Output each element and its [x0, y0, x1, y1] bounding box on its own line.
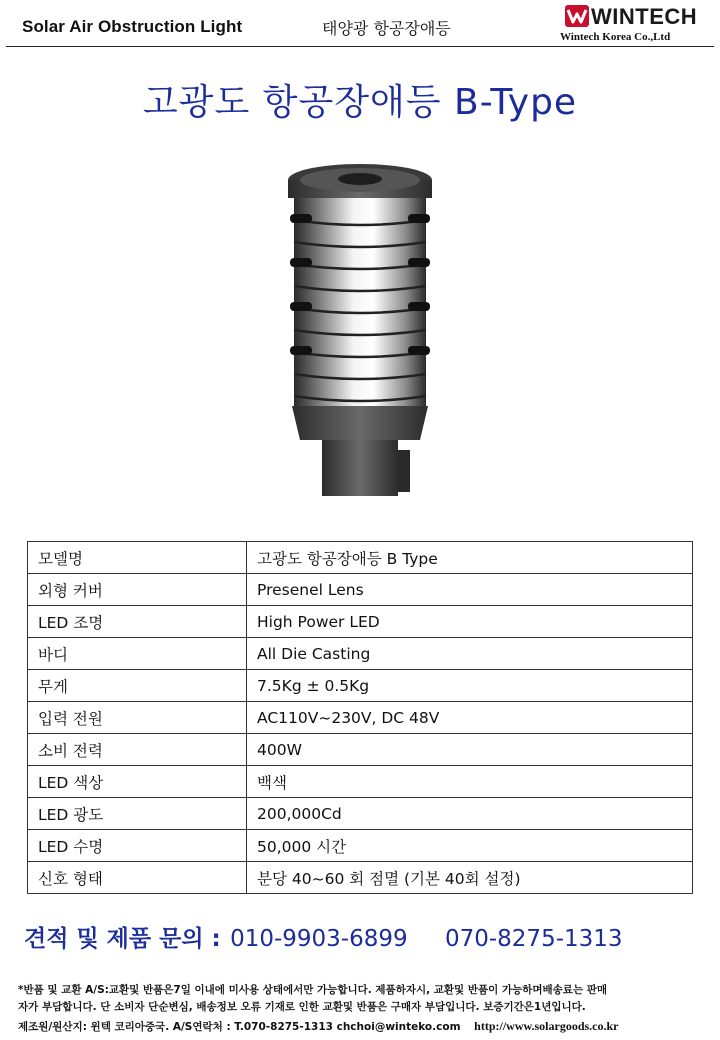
spec-row — [28, 702, 693, 734]
contact-phone-2: 070-8275-1313 — [444, 926, 623, 952]
page-title: 고광도 항공장애등 B-Type — [142, 82, 578, 123]
footer-manufacturer: 제조원/원산지: 윈텍 코리아중국. A/S연락처 : T.070-8275-1313 chchoi@winteko.com — [18, 1021, 461, 1033]
spec-row — [28, 862, 693, 894]
spec-row — [28, 830, 693, 862]
wintech-logo-icon — [565, 5, 589, 27]
footer-notice-line-2: 자가 부담합니다. 단 소비자 단순변심, 배송정보 오류 기재로 인한 교환및 반품은 구매자 부담입니다. 보증기간은1년입니다. — [18, 1001, 586, 1013]
contact-label: 견적 및 제품 문의 : — [24, 926, 221, 952]
spec-value: 분당 40~60 회 점멸 (기본 40회 설정) — [247, 862, 693, 894]
header-title-en: Solar Air Obstruction Light — [22, 17, 243, 36]
spec-value: 50,000 시간 — [247, 830, 693, 862]
spec-row — [28, 574, 693, 606]
spec-label: LED 색상 — [28, 766, 247, 798]
spec-label: 바디 — [28, 638, 247, 670]
spec-label: 모델명 — [28, 542, 247, 574]
spec-row — [28, 542, 693, 574]
spec-value: All Die Casting — [247, 638, 693, 670]
brand-logo — [560, 3, 715, 45]
footer-website-link[interactable]: http://www.solargoods.co.kr — [474, 1019, 619, 1033]
spec-table — [27, 541, 693, 894]
brand-subtitle: Wintech Korea Co.,Ltd — [560, 31, 671, 43]
spec-label: 소비 전력 — [28, 734, 247, 766]
brand-name: WINTECH — [591, 4, 698, 29]
spec-value: AC110V~230V, DC 48V — [247, 702, 693, 734]
spec-value: Presenel Lens — [247, 574, 693, 606]
spec-label: LED 광도 — [28, 798, 247, 830]
spec-value: 고광도 항공장애등 B Type — [247, 542, 693, 574]
spec-label: 신호 형태 — [28, 862, 247, 894]
spec-value: High Power LED — [247, 606, 693, 638]
contact-line — [24, 920, 623, 953]
spec-label: 외형 커버 — [28, 574, 247, 606]
spec-value: 400W — [247, 734, 693, 766]
footer-company-info — [18, 1019, 619, 1034]
contact-phone-1: 010-9903-6899 — [230, 926, 408, 952]
spec-value: 7.5Kg ± 0.5Kg — [247, 670, 693, 702]
spec-label: LED 수명 — [28, 830, 247, 862]
spec-value: 백색 — [247, 766, 693, 798]
spec-label: 입력 전원 — [28, 702, 247, 734]
spec-row — [28, 734, 693, 766]
spec-value: 200,000Cd — [247, 798, 693, 830]
spec-row — [28, 670, 693, 702]
spec-row — [28, 798, 693, 830]
spec-row — [28, 766, 693, 798]
footer-notice-line-1: *반품 및 교환 A/S:교환및 반품은7일 이내에 미사용 상태에서만 가능합니다. 제품하자시, 교환및 반품이 가능하며배송료는 판매 — [18, 984, 608, 996]
header-title-ko: 태양광 항공장애등 — [322, 19, 451, 38]
page-header — [0, 0, 720, 48]
spec-row — [28, 638, 693, 670]
obstruction-light-product-image — [280, 150, 440, 500]
spec-row — [28, 606, 693, 638]
spec-label: LED 조명 — [28, 606, 247, 638]
spec-label: 무게 — [28, 670, 247, 702]
header-divider — [6, 46, 714, 47]
